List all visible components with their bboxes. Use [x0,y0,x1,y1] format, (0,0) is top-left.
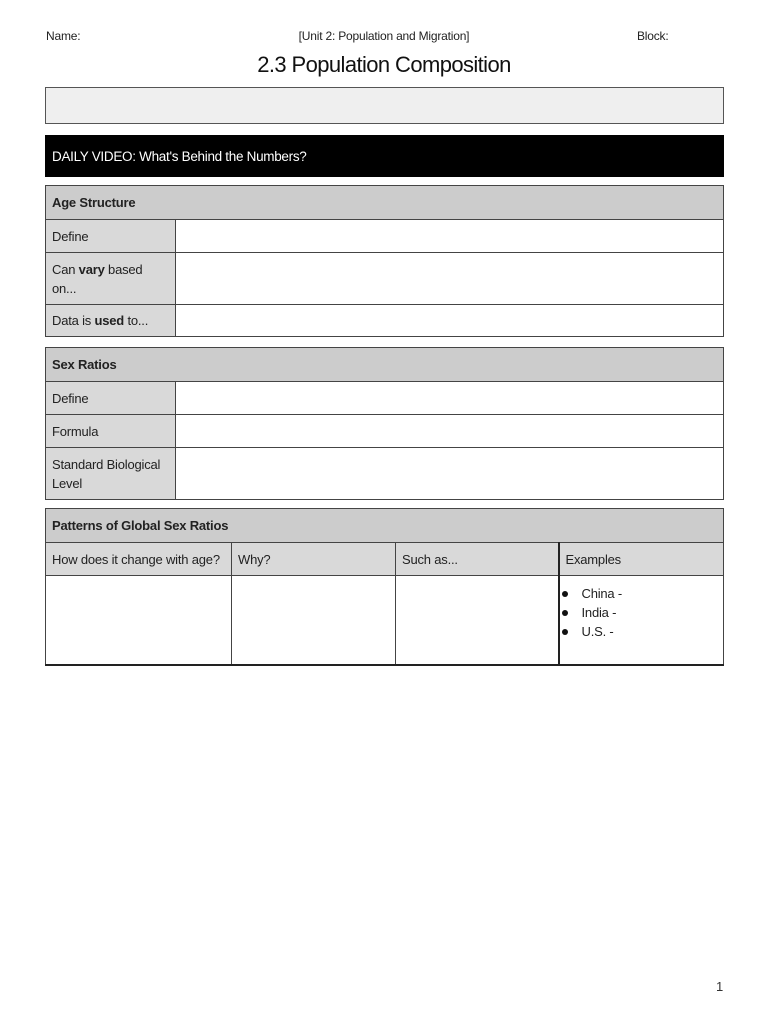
daily-video-label: DAILY VIDEO: What's Behind the Numbers? [52,148,307,164]
age-vary-bold: vary [78,261,105,277]
page-number: 1 [716,979,724,994]
page-title: 2.3 Population Composition [257,52,511,77]
patterns-table [45,508,724,666]
examples-list [560,584,718,641]
col-change-with-age: How does it change with age? [46,543,232,576]
age-define-text: Define [52,228,89,244]
sex-standard-answer[interactable] [176,448,724,500]
notes-box[interactable] [45,87,724,124]
sex-formula-label: Formula [46,415,176,448]
sex-formula-answer[interactable] [176,415,724,448]
age-structure-heading: Age Structure [46,186,724,220]
why-answer[interactable] [232,576,396,665]
age-define-label [46,220,176,253]
age-vary-post: based on... [52,261,143,296]
age-used-answer[interactable] [176,305,724,337]
sex-ratios-heading: Sex Ratios [46,348,724,382]
age-vary-pre: Can [52,261,79,277]
examples-cell[interactable] [559,576,724,665]
age-used-label [46,305,176,337]
sex-ratios-table [45,347,724,500]
age-define-answer[interactable] [176,220,724,253]
age-used-post: to... [124,313,149,328]
col-why: Why? [232,543,396,576]
age-used-pre: Data is [52,313,95,328]
daily-video-bar [45,135,724,177]
col-such-as: Such as... [396,543,559,576]
sex-define-answer[interactable] [176,382,724,415]
such-as-answer[interactable] [396,576,559,665]
example-us: U.S. - [560,622,718,641]
age-used-bold: used [94,313,125,328]
sex-standard-label: Standard Biological Level [46,448,176,500]
sex-define-label: Define [46,382,176,415]
age-vary-answer[interactable] [176,253,724,305]
col-examples: Examples [559,543,724,576]
age-vary-label [46,253,176,305]
example-china: China - [560,584,718,603]
block-label: Block: [637,29,669,43]
change-with-age-answer[interactable] [46,576,232,665]
patterns-heading: Patterns of Global Sex Ratios [46,509,724,543]
unit-label: [Unit 2: Population and Migration] [298,29,470,43]
age-structure-table [45,185,724,337]
name-label: Name: [46,29,81,43]
example-india: India - [560,603,718,622]
